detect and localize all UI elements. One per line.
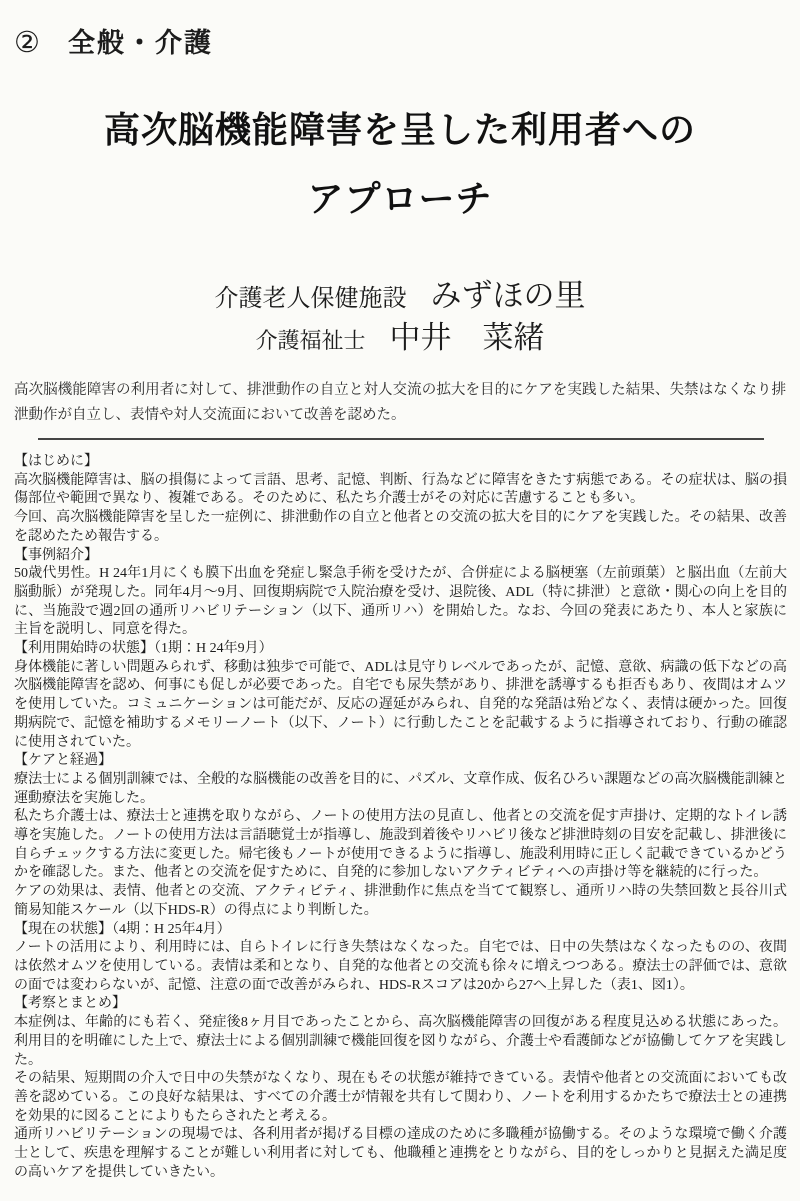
section-heading: 【利用開始時の状態】（1期：H 24年9月） — [14, 641, 273, 657]
byline-affiliation — [0, 270, 800, 315]
abstract-text: 高次脳機能障害の利用者に対して、排泄動作の自立と対人交流の拡大を目的にケアを実践した結果、失禁はなくなり排泄動作が自立し、表情や対人交流面において改善を認めた。 — [14, 382, 786, 423]
section-heading: 【ケアと経過】 — [14, 753, 112, 769]
section-introduction — [14, 453, 787, 547]
section-discussion-summary — [14, 995, 787, 1182]
section-heading: 【考察とまとめ】 — [14, 996, 126, 1012]
paper-body — [14, 453, 787, 1182]
body-paragraph: その結果、短期間の介入で日中の失禁がなくなり、現在もその状態が維持できている。表情や他者との交流面においても改善を認めている。この良好な結果は、すべての介護士が情報を共有して関わり、ノートを利用するかたちで療法士との連携を効果的に図ることによりもたらされたと考える。 — [14, 1071, 787, 1124]
section-heading: 【現在の状態】（4期：H 25年4月） — [14, 921, 231, 937]
section-heading: 【はじめに】 — [14, 454, 98, 469]
affiliation-label: 介護老人保健施設 — [214, 285, 407, 312]
divider-rule — [38, 438, 764, 440]
body-paragraph: 今回、高次脳機能障害を呈した一症例に、排泄動作の自立と他者との交流の拡大を目的にケアを実践した。その結果、改善を認めたため報告する。 — [14, 510, 787, 544]
category-header — [14, 21, 213, 60]
paper-title-line2: アプローチ — [307, 178, 493, 219]
body-paragraph: ケアの効果は、表情、他者との交流、アクティビティ、排泄動作に焦点を当てて観察し、通所リハ時の失禁回数と長谷川式簡易知能スケール（以下HDS-R）の得点により判断した。 — [14, 884, 787, 918]
body-paragraph: 療法士による個別訓練では、全般的な脳機能の改善を目的に、パズル、文章作成、仮名ひろい課題などの高次脳機能訓練と運動療法を実施した。 — [14, 771, 787, 806]
paper-title-line1: 高次脳機能障害を呈した利用者への — [103, 109, 696, 150]
byline-author — [0, 312, 800, 357]
body-paragraph: 身体機能に著しい問題みられず、移動は独歩で可能で、ADLは見守りレベルであったが、記憶、意欲、病識の低下などの高次脳機能障害を認め、何事にも促しが必要であった。自宅でも尿失禁があり、排泄を誘導するも拒否もあり、夜間はオムツを使用していた。コミュニケーションは可能だが、反応の遅延がみられ、自発的な発語は殆どなく、表情は硬かった。回復期病院で、記憶を補助するメモリーノート（以下、ノート）に行動したことを記載するように指導されており、行動の確認に使用されていた。 — [14, 659, 787, 750]
body-paragraph: 本症例は、年齢的にも若く、発症後8ヶ月目であったことから、高次脳機能障害の回復がある程度見込める状態にあった。利用目的を明確にした上で、療法士による個別訓練で機能回復を図りながら、介護士や看護師などが協働してケアを実践した。 — [14, 1015, 787, 1068]
section-case-introduction — [14, 547, 787, 641]
affiliation-name: みずほの里 — [430, 278, 586, 313]
category-label: 全般・介護 — [68, 28, 213, 58]
author-name: 中井 菜緒 — [389, 320, 545, 355]
body-paragraph: 50歳代男性。H 24年1月にくも膜下出血を発症し緊急手術を受けたが、合併症による脳梗塞（左前頭葉）と脳出血（左前大脳動脈）が発現した。同年4月～9月、回復期病院で入院治療を受け、退院後、ADL（特に排泄）と意欲・関心の向上を目的に、当施設で週2回の通所リハビリテーション（以下、通所リハ）を開始した。なお、今回の発表にあたり、本人と家族に主旨を説明し、同意を得た。 — [14, 566, 787, 638]
body-paragraph: 私たち介護士は、療法士と連携を取りながら、ノートの使用方法の見直し、他者との交流を促す声掛け、定期的なトイレ誘導を実施した。ノートの使用方法は言語聴覚士が指導し、施設到着後やリハビリ後など排泄時刻の目安を記載し、排泄後に自らチェックする方法に変更した。帰宅後もノートが使用できるように指導し、施設利用時に正しく記載できているかどうかを確認した。また、他者との交流を促すために、自発的に参加しないアクティビティへの声掛け等を継続的に行った。 — [14, 809, 787, 881]
section-initial-state — [14, 640, 787, 752]
category-number: ② — [14, 27, 42, 59]
section-current-state — [14, 921, 787, 996]
section-heading: 【事例紹介】 — [14, 547, 98, 563]
section-care-and-course — [14, 752, 787, 920]
author-role-label: 介護福祉士 — [255, 328, 366, 353]
body-paragraph: 通所リハビリテーションの現場では、各利用者が掲げる目標の達成のために多職種が協働する。そのような環境で働く介護士として、疾患を理解することが難しい利用者に対しても、他職種と連携をとりながら、目的をしっかりと見据えた満足度の高いケアを提供していきたい。 — [14, 1127, 787, 1180]
body-paragraph: 高次脳機能障害は、脳の損傷によって言語、思考、記憶、判断、行為などに障害をきたす病態である。その症状は、脳の損傷部位や範囲で異なり、複雑である。そのために、私たち介護士がその対応に苦慮することも多い。 — [14, 472, 787, 507]
body-paragraph: ノートの活用により、利用時には、自らトイレに行き失禁はなくなった。自宅では、日中の失禁はなくなったものの、夜間は依然オムツを使用している。表情は柔和となり、自発的な他者との交流も徐々に増えつつある。療法士の評価では、意欲の面では変わらないが、記憶、注意の面で改善がみられ、HDS-Rスコアは20から27へ上昇した（表1、図1）。 — [14, 940, 787, 993]
